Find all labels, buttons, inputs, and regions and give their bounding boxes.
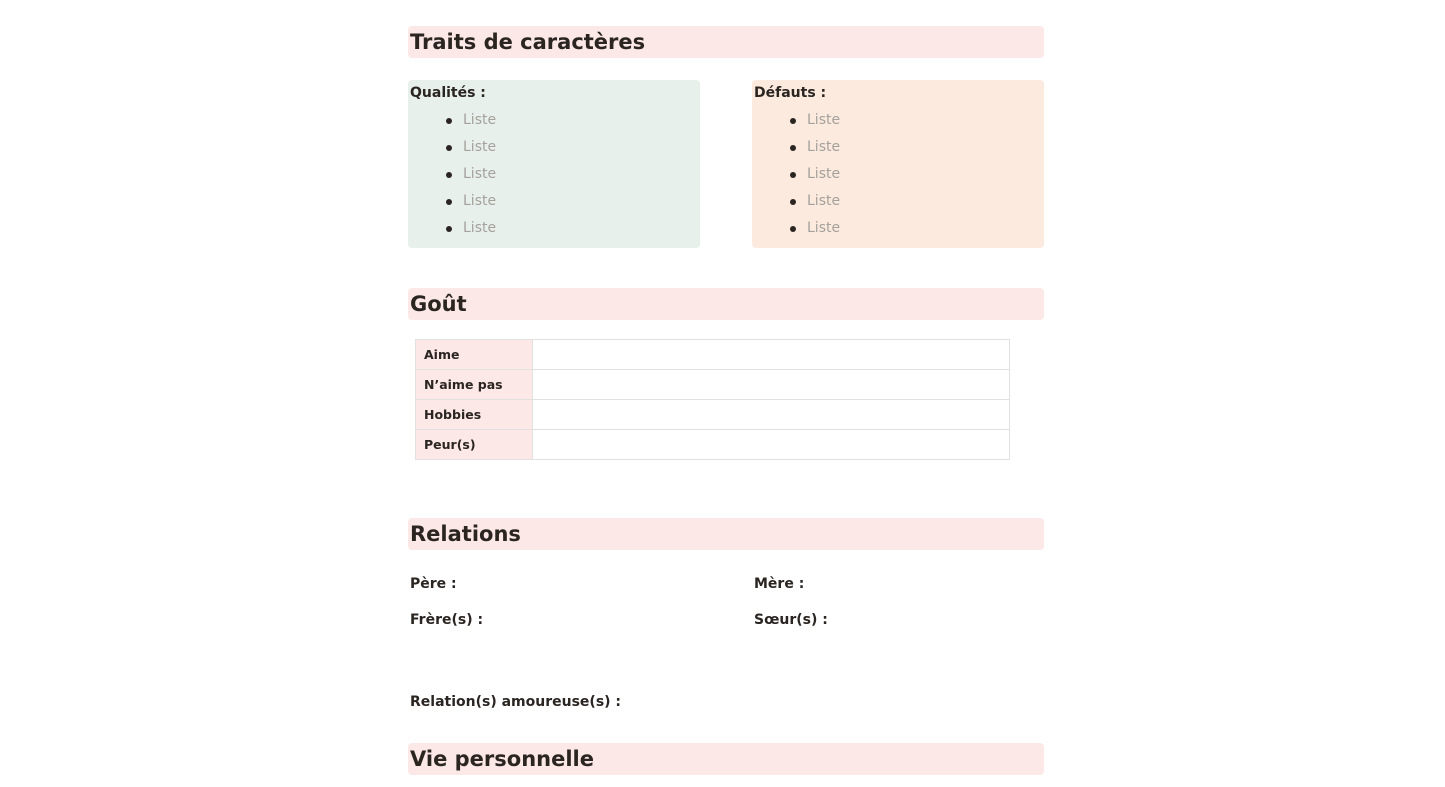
list-item[interactable] xyxy=(788,107,1044,134)
table-cell-value[interactable] xyxy=(533,430,1010,460)
table-cell-value[interactable] xyxy=(533,370,1010,400)
soeurs-label[interactable]: Sœur(s) : xyxy=(754,612,828,628)
table-row xyxy=(416,370,1010,400)
list-item[interactable] xyxy=(444,107,700,134)
list-item[interactable] xyxy=(444,215,700,242)
defauts-title: Défauts : xyxy=(754,85,827,101)
heading-relations[interactable]: Relations xyxy=(408,518,1044,550)
table-cell-label[interactable]: Peur(s) xyxy=(416,430,533,460)
list-item[interactable] xyxy=(444,188,700,215)
list-item-text: Liste xyxy=(463,112,497,128)
qualites-title: Qualités : xyxy=(410,85,486,101)
list-item-text: Liste xyxy=(463,193,497,209)
list-item-text: Liste xyxy=(463,166,497,182)
heading-traits[interactable]: Traits de caractères xyxy=(408,26,1044,58)
table-row xyxy=(416,340,1010,370)
table-cell-label[interactable]: N’aime pas xyxy=(416,370,533,400)
table-cell-label[interactable]: Aime xyxy=(416,340,533,370)
list-item-text: Liste xyxy=(807,193,841,209)
table-cell-label[interactable]: Hobbies xyxy=(416,400,533,430)
mere-label[interactable]: Mère : xyxy=(754,576,805,592)
freres-label[interactable]: Frère(s) : xyxy=(410,612,484,628)
bullet-icon xyxy=(446,199,452,205)
defauts-callout[interactable] xyxy=(752,80,1044,248)
list-item[interactable] xyxy=(444,134,700,161)
list-item-text: Liste xyxy=(807,220,841,236)
qualites-list xyxy=(410,107,700,242)
table-row xyxy=(416,400,1010,430)
qualites-callout[interactable] xyxy=(408,80,700,248)
bullet-icon xyxy=(790,226,796,232)
bullet-icon xyxy=(446,226,452,232)
heading-gout[interactable]: Goût xyxy=(408,288,1044,320)
list-item[interactable] xyxy=(788,134,1044,161)
table-row xyxy=(416,430,1010,460)
list-item[interactable] xyxy=(788,188,1044,215)
heading-vie-personnelle[interactable]: Vie personnelle xyxy=(408,743,1044,775)
bullet-icon xyxy=(790,145,796,151)
table-cell-value[interactable] xyxy=(533,340,1010,370)
list-item-text: Liste xyxy=(463,139,497,155)
bullet-icon xyxy=(790,199,796,205)
bullet-icon xyxy=(790,172,796,178)
bullet-icon xyxy=(446,145,452,151)
list-item-text: Liste xyxy=(807,139,841,155)
relations-amoureuses-label[interactable]: Relation(s) amoureuse(s) : xyxy=(410,694,622,710)
defauts-list xyxy=(754,107,1044,242)
bullet-icon xyxy=(446,118,452,124)
pere-label[interactable]: Père : xyxy=(410,576,457,592)
list-item-text: Liste xyxy=(807,166,841,182)
list-item[interactable] xyxy=(444,161,700,188)
bullet-icon xyxy=(446,172,452,178)
table-cell-value[interactable] xyxy=(533,400,1010,430)
list-item-text: Liste xyxy=(463,220,497,236)
list-item-text: Liste xyxy=(807,112,841,128)
list-item[interactable] xyxy=(788,161,1044,188)
gout-table xyxy=(415,339,1010,460)
bullet-icon xyxy=(790,118,796,124)
list-item[interactable] xyxy=(788,215,1044,242)
